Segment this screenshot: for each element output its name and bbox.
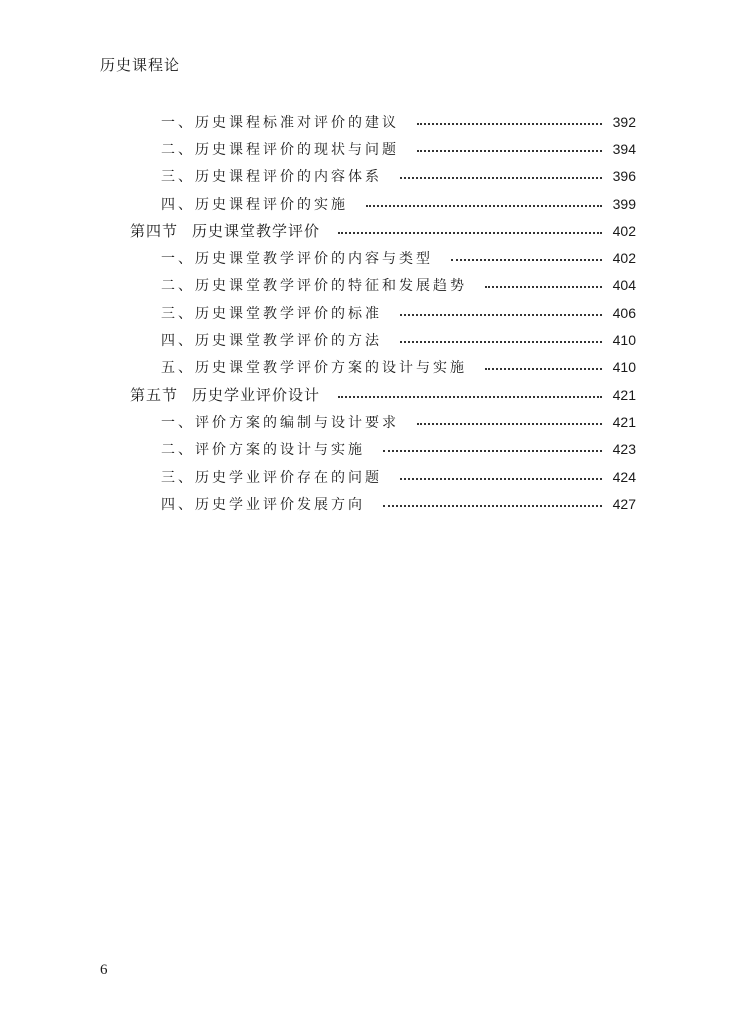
dot-leader (400, 478, 602, 480)
toc-entry-title: 三、历史课堂教学评价的标准 (161, 305, 382, 322)
dot-leader (417, 423, 602, 425)
toc-entry-page: 410 (612, 332, 636, 349)
toc-entry[interactable] (130, 490, 636, 517)
toc-section-entry[interactable] (130, 217, 636, 244)
running-head-title: 历史课程论 (100, 56, 181, 74)
toc-entry[interactable] (130, 354, 636, 381)
toc-entry-title: 一、评价方案的编制与设计要求 (161, 414, 399, 431)
toc-entry-page: 421 (612, 386, 636, 403)
dot-leader (338, 396, 602, 398)
dot-leader (400, 341, 602, 343)
dot-leader (400, 177, 602, 179)
toc-entry-page: 410 (612, 359, 636, 376)
dot-leader (417, 150, 602, 152)
dot-leader (383, 505, 602, 507)
toc-entry-page: 421 (612, 413, 636, 430)
toc-section-title: 历史课堂教学评价 (192, 222, 321, 241)
toc-entry-title: 三、历史课程评价的内容体系 (161, 169, 382, 186)
toc-entry-title: 四、历史学业评价发展方向 (161, 496, 365, 513)
dot-leader (485, 368, 602, 370)
dot-leader (338, 232, 602, 234)
toc-entry-page: 396 (612, 168, 636, 185)
toc-entry-page: 394 (612, 140, 636, 157)
dot-leader (366, 205, 602, 207)
toc-entry-page: 406 (612, 304, 636, 321)
toc-entry-page: 402 (612, 222, 636, 239)
toc-entry[interactable] (130, 244, 636, 271)
toc-entry[interactable] (130, 436, 636, 463)
dot-leader (417, 123, 602, 125)
toc-entry[interactable] (130, 190, 636, 217)
toc-entry-title: 二、历史课堂教学评价的特征和发展趋势 (161, 278, 467, 295)
toc-section-label: 第五节 (130, 386, 179, 405)
toc-section-heading (130, 384, 320, 405)
toc-entry[interactable] (130, 463, 636, 490)
toc-entry-page: 392 (612, 113, 636, 130)
dot-leader (400, 314, 602, 316)
toc-entry-page: 424 (612, 468, 636, 485)
toc-entry-page: 423 (612, 441, 636, 458)
table-of-contents (130, 108, 636, 517)
page-number: 6 (100, 962, 108, 978)
toc-entry[interactable] (130, 408, 636, 435)
toc-entry[interactable] (130, 108, 636, 135)
toc-entry[interactable] (130, 299, 636, 326)
toc-section-entry[interactable] (130, 381, 636, 408)
toc-section-label: 第四节 (130, 222, 179, 241)
toc-entry-page: 427 (612, 495, 636, 512)
dot-leader (451, 259, 602, 261)
dot-leader (383, 450, 602, 452)
toc-entry-title: 四、历史课堂教学评价的方法 (161, 333, 382, 350)
toc-entry[interactable] (130, 272, 636, 299)
toc-entry-page: 402 (612, 250, 636, 267)
toc-entry-title: 一、历史课程标准对评价的建议 (161, 114, 399, 131)
toc-section-heading (130, 220, 320, 241)
dot-leader (485, 286, 602, 288)
toc-entry-page: 404 (612, 277, 636, 294)
toc-entry-title: 三、历史学业评价存在的问题 (161, 469, 382, 486)
toc-entry-title: 二、评价方案的设计与实施 (161, 442, 365, 459)
toc-section-title: 历史学业评价设计 (192, 386, 321, 405)
toc-entry-title: 五、历史课堂教学评价方案的设计与实施 (161, 360, 467, 377)
toc-entry-page: 399 (612, 195, 636, 212)
toc-entry[interactable] (130, 135, 636, 162)
toc-entry[interactable] (130, 163, 636, 190)
toc-entry[interactable] (130, 326, 636, 353)
toc-entry-title: 四、历史课程评价的实施 (161, 196, 348, 213)
toc-entry-title: 二、历史课程评价的现状与问题 (161, 141, 399, 158)
toc-entry-title: 一、历史课堂教学评价的内容与类型 (161, 251, 433, 268)
